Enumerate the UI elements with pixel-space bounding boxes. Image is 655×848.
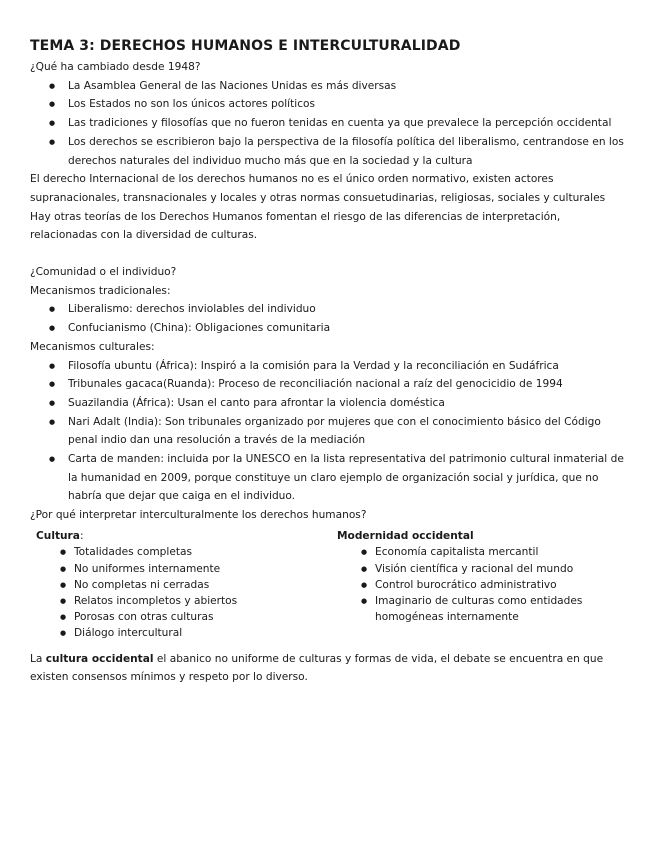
cultural-list [30,357,625,507]
list-item: ● Tribunales gacaca(Ruanda): Proceso de reconciliación nacional a raíz del genocicidio de 1994 [30,375,625,394]
cultura-column [30,528,337,642]
cultura-colon: : [79,529,84,542]
question-1948: ¿Qué ha cambiado desde 1948? [30,61,201,73]
final-post: el abanico no uniforme de culturas y formas de vida, el debate se encuentra en que existen consensos mínimos y respeto por lo diverso. [30,652,604,684]
final-paragraph [30,650,625,687]
list-item: ● Visión científica y racional del mundo [337,561,625,577]
list-item: ● Las tradiciones y filosofías que no fueron tenidas en cuenta ya que prevalece la percepción occidental [30,114,625,133]
list-item: ● Carta de manden: incluida por la UNESCO en la lista representativa del patrimonio cultural inmaterial de la humanidad en 2009, porque constituye un claro ejemplo de organización social y jurídica, que no habría que dejar que caiga en el individuo. [30,450,625,506]
question-community: ¿Comunidad o el individuo? [30,266,177,279]
list-item: ● No uniformes internamente [36,561,337,577]
list-item: ● Relatos incompletos y abiertos [36,593,337,609]
cultura-title: Cultura [36,529,80,542]
list-item: ● La Asamblea General de las Naciones Unidas es más diversas [30,77,625,96]
list-item: ● Liberalismo: derechos inviolables del individuo [30,300,625,319]
list-item: ● Porosas con otras culturas [36,609,337,625]
list-item: ● Totalidades completas [36,544,337,560]
list-item: ● Diálogo intercultural [36,625,337,641]
traditional-list [30,300,625,337]
modernidad-heading: Modernidad occidental [337,529,474,542]
list-item: ● Los Estados no son los únicos actores políticos [30,95,625,114]
changes-list [30,77,625,171]
document-page [30,38,625,687]
cultura-list [36,544,337,641]
page-title: TEMA 3: DERECHOS HUMANOS E INTERCULTURALIDAD [30,38,461,54]
modernidad-column [337,528,625,642]
comparison-columns [30,528,625,642]
question-intercultural: ¿Por qué interpretar interculturalmente los derechos humanos? [30,509,367,522]
spacer [30,245,625,263]
list-item: ● Filosofía ubuntu (África): Inspiró a la comisión para la Verdad y la reconciliación en Sudáfrica [30,357,625,376]
cultural-heading: Mecanismos culturales: [30,340,155,353]
modernidad-list [337,544,625,625]
paragraph-normative-order: El derecho Internacional de los derechos humanos no es el único orden normativo, existen actores supranacionales, transnacionales y locales y otras normas consuetudinarias, religiosas, sociales y culturales [30,173,606,204]
paragraph-other-theories: Hay otras teorías de los Derechos Humanos fomentan el riesgo de las diferencias de interpretación, relacionadas con la diversidad de culturas. [30,210,561,242]
list-item: ● Control burocrático administrativo [337,577,625,593]
list-item: ● Suazilandia (África): Usan el canto para afrontar la violencia doméstica [30,394,625,413]
list-item: ● Imaginario de culturas como entidades homogéneas internamente [337,593,625,625]
list-item: ● Los derechos se escribieron bajo la perspectiva de la filosofía política del liberalismo, centrandose en los derechos naturales del individuo mucho más que en la sociedad y la cultura [30,133,625,170]
list-item: ● Economía capitalista mercantil [337,544,625,560]
traditional-heading: Mecanismos tradicionales: [30,284,171,297]
list-item: ● Confucianismo (China): Obligaciones comunitaria [30,319,625,338]
list-item: ● No completas ni cerradas [36,577,337,593]
list-item: ● Nari Adalt (India): Son tribunales organizado por mujeres que con el conocimiento básico del Código penal indio dan una resolución a través de la mediación [30,413,625,450]
cultura-heading [36,528,337,545]
final-bold-term: cultura occidental [45,652,154,665]
final-pre: La [30,652,46,665]
